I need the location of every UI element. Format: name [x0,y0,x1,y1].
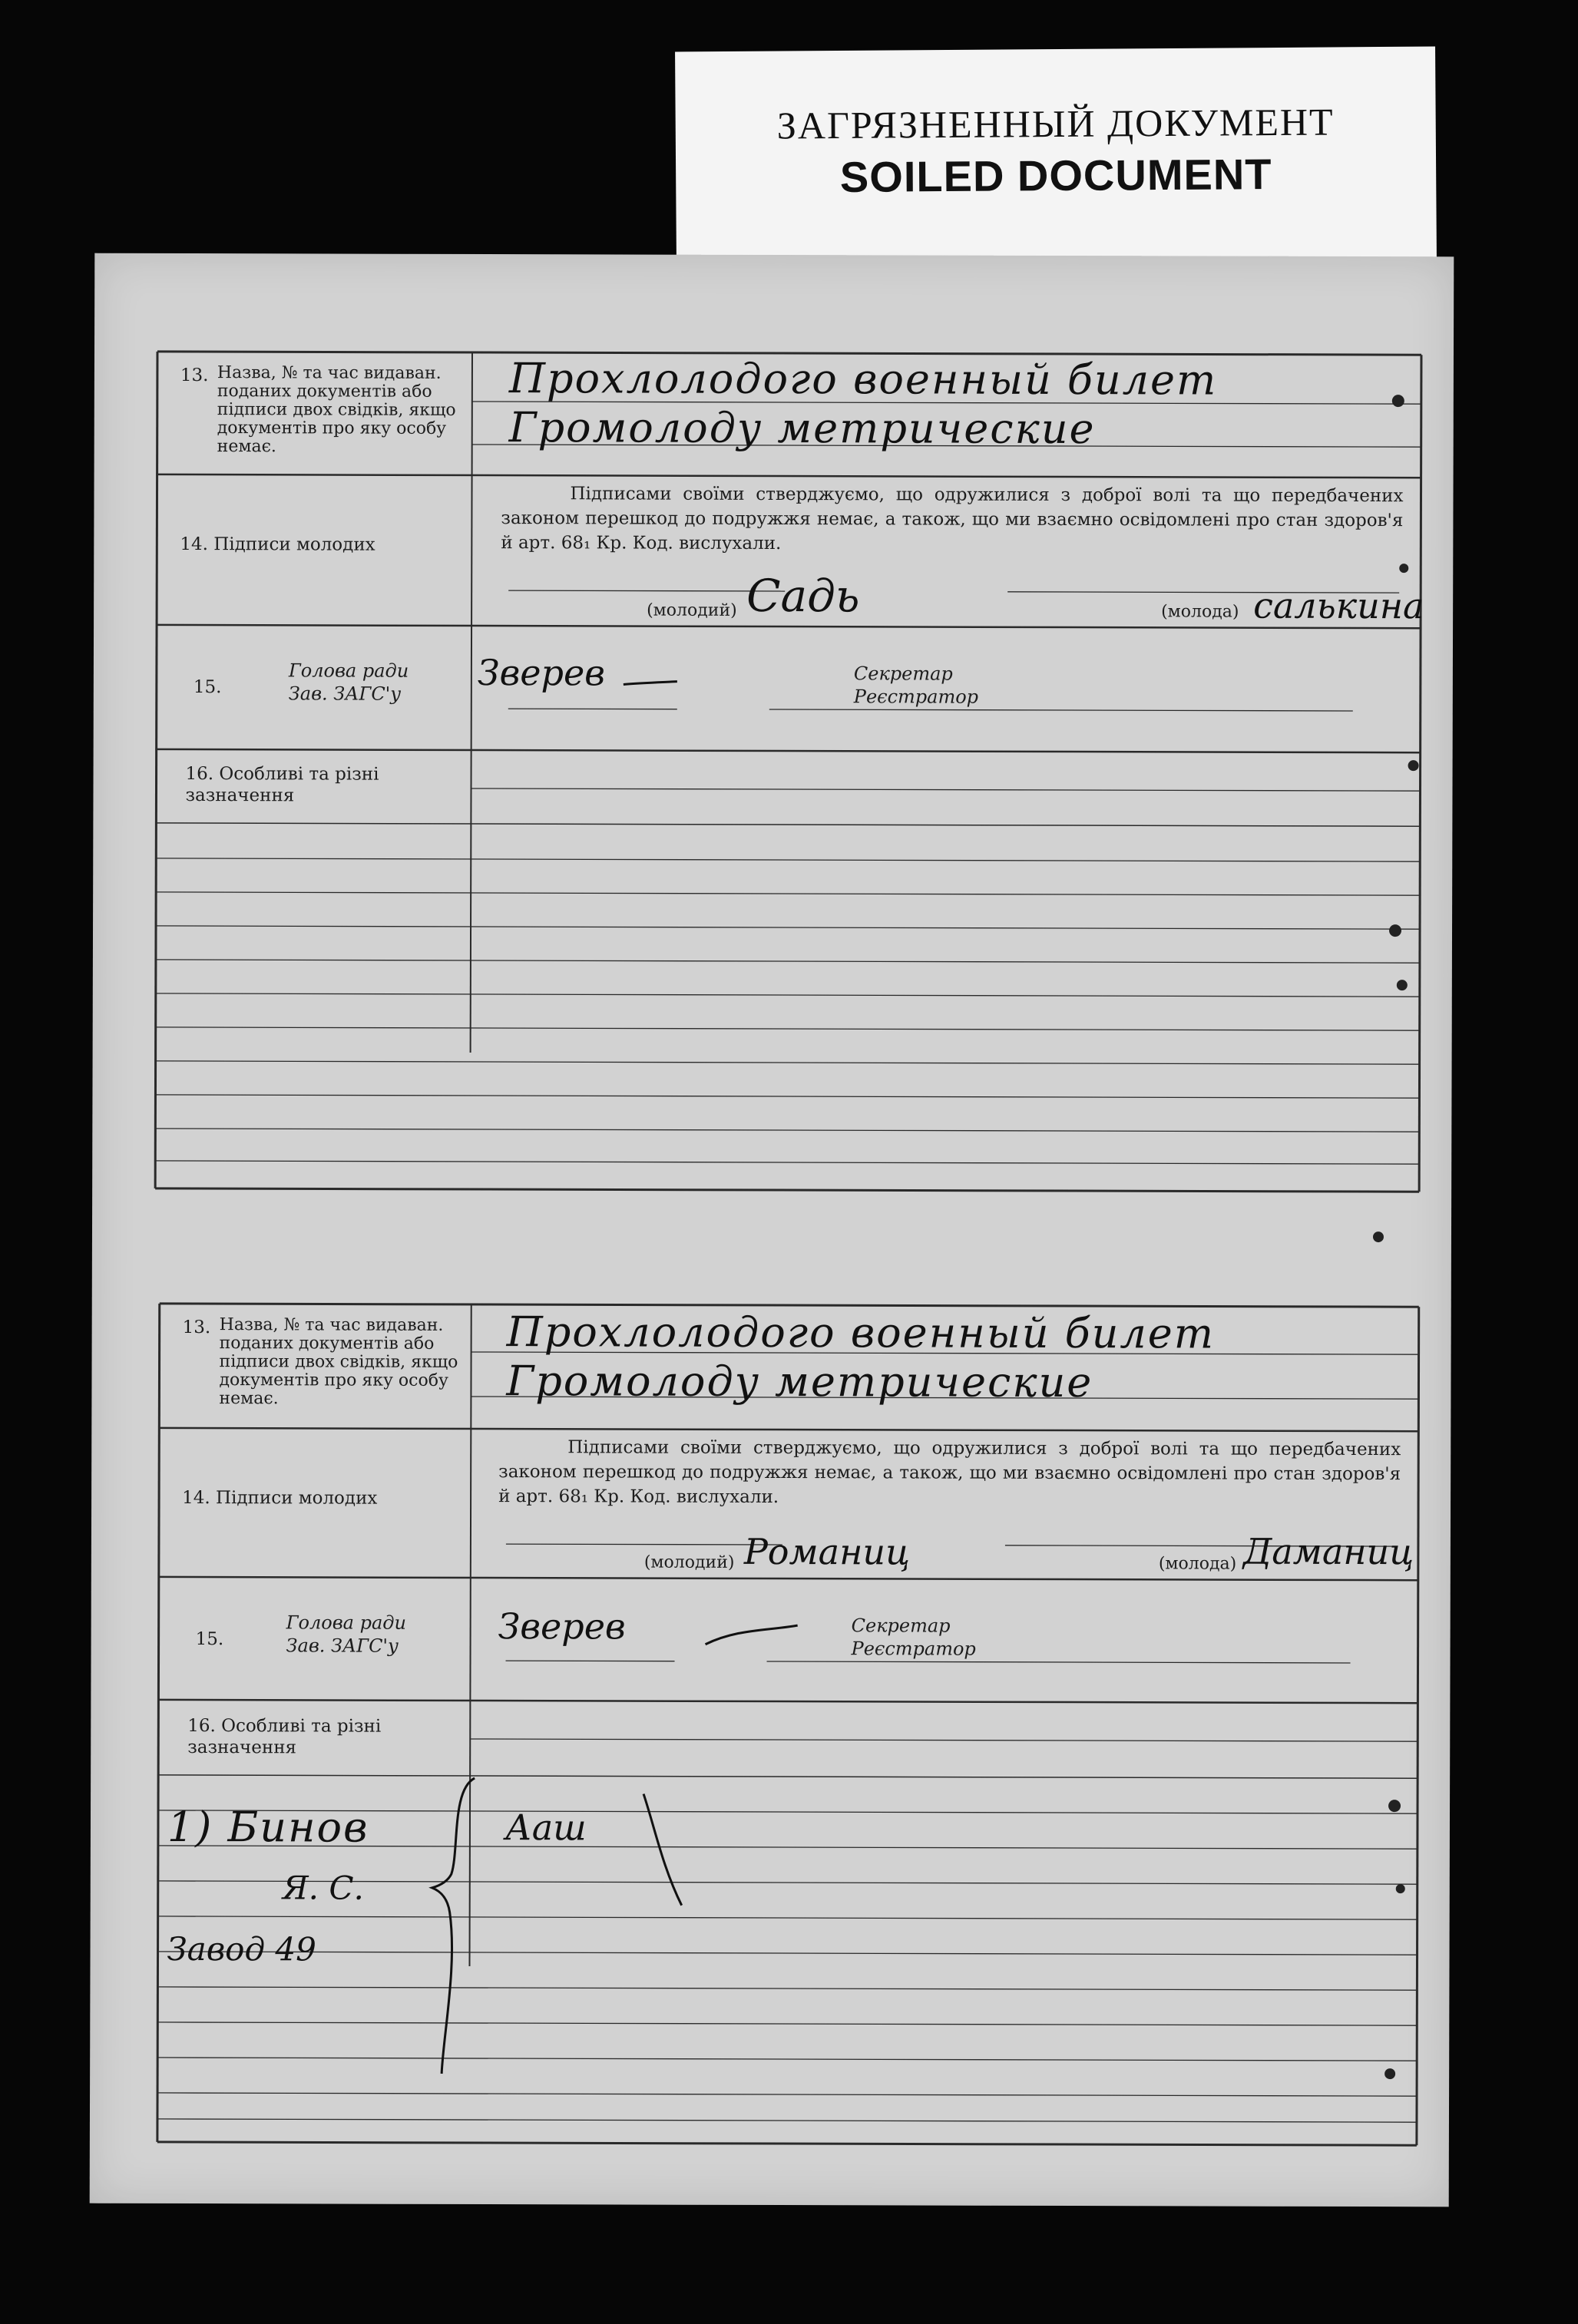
punch-hole [1408,760,1419,771]
declaration-text: Підписами своїми стверджуємо, що одружилися з доброї волі та що передбачених законом перешкод до подружжя немає, а також, що ми взаємно освідомлені про стан здоров'я й арт. 68₁ Кр. Код. вислухали. [498,1437,1401,1508]
groom-signature: Романиц [743,1530,911,1573]
row13-number: 13. [180,365,209,386]
punch-hole [1396,1884,1405,1893]
punch-hole [1399,564,1408,573]
soiled-document-label [675,47,1437,266]
row14-label: 14. Підписи молодих [182,1487,378,1509]
head-caption: Голова ради [286,1612,407,1634]
secretary-caption: Секретар [853,663,953,685]
label-text-russian: ЗАГРЯЗНЕННЫЙ ДОКУМЕНТ [776,100,1335,147]
zags-caption: Зав. ЗАГС'у [286,1635,399,1657]
note-factory: Завод 49 [167,1929,316,1969]
groom-caption: (молодий) [643,1552,735,1572]
row15-number: 15. [193,677,222,698]
note-initials: Я. С. [282,1869,364,1907]
note-signature: Ааш [504,1807,587,1849]
groom-signature: Садь [746,569,860,623]
head-caption: Голова ради [288,660,409,682]
row13-number: 13. [182,1317,211,1338]
bride-caption: (молода) [1161,602,1239,622]
row13-label: Назва, № та час видаван. поданих документів або підписи двох свідків, якщо документів про яку особу немає. [217,363,456,457]
punch-hole [1384,2068,1395,2079]
declaration-text: Підписами своїми стверджуємо, що одружилися з доброї волі та що передбачених законом перешкод до подружжя немає, а також, що ми взаємно освідомлені про стан здоров'я й арт. 68₁ Кр. Код. вислухали. [501,484,1404,554]
head-signature: Зверев [477,651,606,694]
row14-label: 14. Підписи молодих [180,534,375,555]
punch-hole [1389,924,1401,937]
punch-hole [1397,980,1408,990]
bride-signature: Даманиц [1242,1530,1414,1573]
zags-caption: Зав. ЗАГС'у [288,683,402,705]
secretary-caption: Секретар [851,1615,951,1637]
row15-number: 15. [195,1629,224,1650]
punch-hole [1373,1231,1384,1242]
documents-line-1: Прохлолодого военный билет [508,354,1218,405]
documents-line-1: Прохлолодого военный билет [506,1307,1216,1358]
row13-label: Назва, № та час видаван. поданих документів або підписи двох свідків, якщо документів про яку особу немає. [219,1315,458,1409]
note-name: 1) Бинов [167,1802,369,1852]
head-signature: Зверев [498,1605,626,1648]
documents-line-2: Громолоду метрические [508,403,1096,454]
registry-page [90,253,1454,2207]
registrar-caption: Реєстратор [851,1638,976,1660]
label-text-english: SOILED DOCUMENT [839,150,1272,201]
registrar-caption: Реєстратор [853,686,979,708]
bride-caption: (молода) [1158,1554,1237,1574]
documents-line-2: Громолоду метрические [506,1357,1093,1407]
punch-hole [1392,395,1404,407]
bride-signature: салькина [1253,584,1424,627]
groom-caption: (молодий) [647,600,737,620]
punch-hole [1388,1800,1401,1812]
row16-label: 16. Особливі та різні зазначення [187,1716,382,1758]
row16-label: 16. Особливі та різні зазначення [185,763,379,806]
